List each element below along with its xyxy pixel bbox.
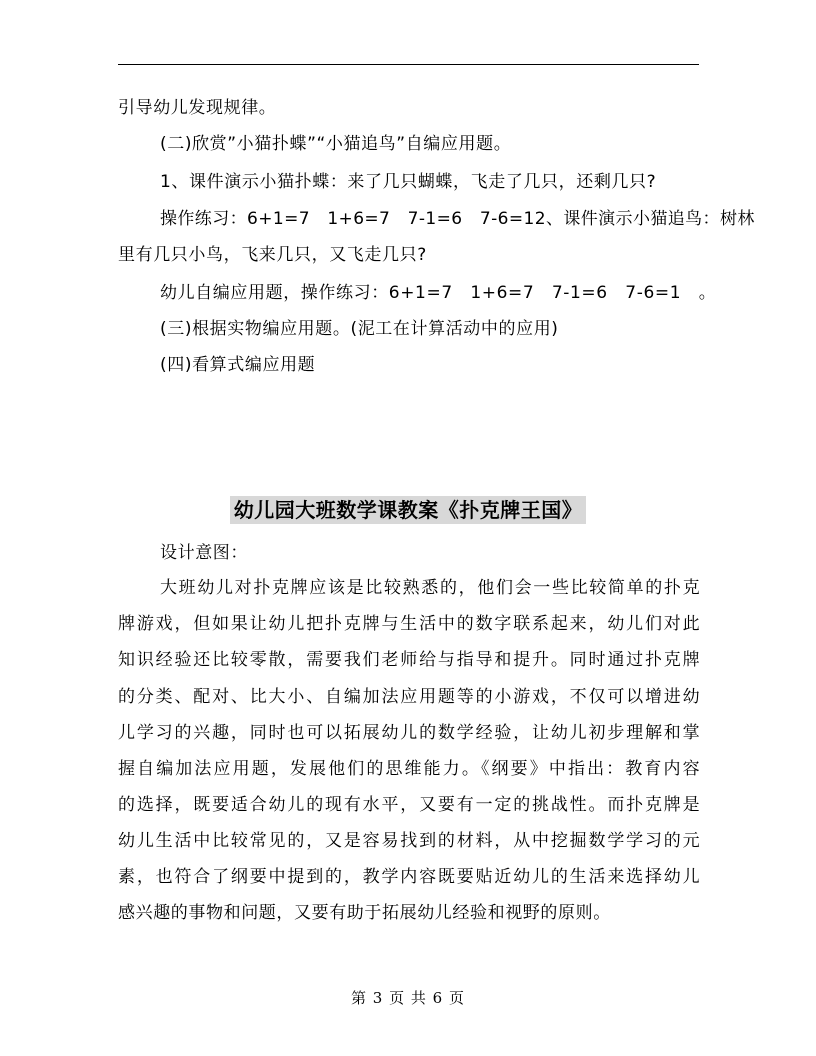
paragraph-line: 引导幼儿发现规律。 bbox=[118, 98, 277, 118]
body-line: 儿学习的兴趣，同时也可以拓展幼儿的数学经验，让幼儿初步理解和掌 bbox=[118, 723, 700, 743]
page-number-footer: 第 3 页 共 6 页 bbox=[351, 989, 465, 1007]
paragraph-line: 操作练习：6+1=7 1+6=7 7-1=6 7-6=12、课件演示小猫追鸟：树林 bbox=[160, 209, 755, 229]
body-line: 知识经验还比较零散，需要我们老师给与指导和提升。同时通过扑克牌 bbox=[118, 650, 700, 670]
body-line: 幼儿生活中比较常见的，又是容易找到的材料，从中挖掘数学学习的元 bbox=[118, 831, 700, 851]
paragraph-line: (四)看算式编应用题 bbox=[160, 355, 316, 375]
paragraph-line: (二)欣赏”小猫扑蝶”“小猫追鸟”自编应用题。 bbox=[160, 134, 512, 154]
body-line: 的分类、配对、比大小、自编加法应用题等的小游戏，不仅可以增进幼 bbox=[118, 687, 700, 707]
body-line: 牌游戏，但如果让幼儿把扑克牌与生活中的数字联系起来，幼儿们对此 bbox=[118, 614, 700, 634]
body-line: 握自编加法应用题，发展他们的思维能力。《纲要》中指出：教育内容 bbox=[118, 759, 700, 779]
section-title: 幼儿园大班数学课教案《扑克牌王国》 bbox=[230, 496, 587, 524]
design-intent-label: 设计意图： bbox=[160, 543, 248, 563]
body-line: 大班幼儿对扑克牌应该是比较熟悉的，他们会一些比较简单的扑克 bbox=[160, 578, 700, 598]
paragraph-line: 里有几只小鸟，飞来几只，又飞走几只? bbox=[118, 245, 427, 265]
body-line: 素，也符合了纲要中提到的，教学内容既要贴近幼儿的生活来选择幼儿 bbox=[118, 867, 700, 887]
body-line: 的选择，既要适合幼儿的现有水平，又要有一定的挑战性。而扑克牌是 bbox=[118, 795, 700, 815]
body-line: 感兴趣的事物和问题，又要有助于拓展幼儿经验和视野的原则。 bbox=[118, 903, 611, 923]
paragraph-line: 1、课件演示小猫扑蝶：来了几只蝴蝶，飞走了几只，还剩几只? bbox=[160, 172, 657, 192]
paragraph-line: 幼儿自编应用题，操作练习：6+1=7 1+6=7 7-1=6 7-6=1 。 bbox=[160, 283, 717, 303]
paragraph-line: (三)根据实物编应用题。(泥工在计算活动中的应用) bbox=[160, 319, 559, 339]
section-title-wrap bbox=[0, 496, 816, 524]
header-rule bbox=[118, 64, 699, 65]
